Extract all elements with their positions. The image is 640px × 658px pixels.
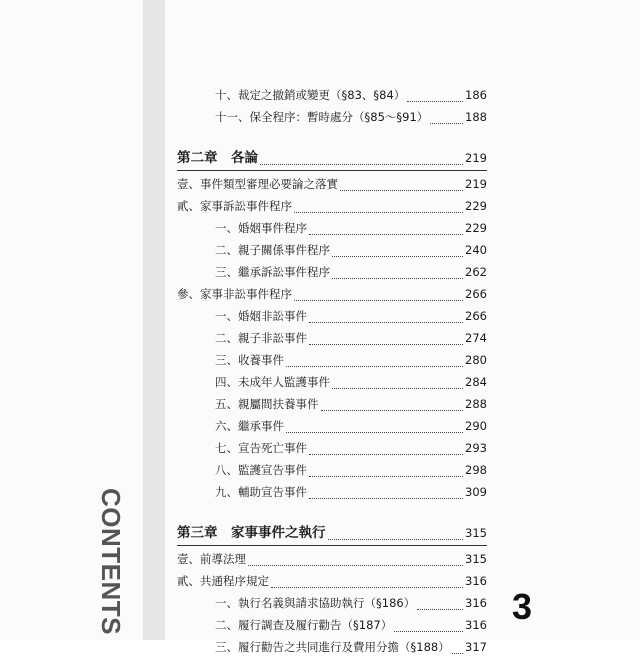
toc-entry-title: 二、親子關係事件程序: [215, 243, 330, 257]
toc-entry: [177, 614, 487, 636]
dot-leader: [309, 490, 463, 499]
toc-entry-title: 貳、家事訴訟事件程序: [177, 199, 292, 213]
toc-entry-title: 六、繼承事件: [215, 419, 284, 433]
toc-entry: [177, 305, 487, 327]
toc-entry-page: 309: [465, 485, 487, 499]
dot-leader: [309, 446, 463, 455]
toc-entry-title: 參、家事非訟事件程序: [177, 287, 292, 301]
dot-leader: [309, 226, 463, 235]
toc-entry-title: 三、履行勸告之共同進行及費用分擔（§188）: [215, 640, 450, 654]
toc-entry: [177, 239, 487, 261]
dot-leader: [260, 156, 463, 165]
toc-entry: [177, 195, 487, 217]
toc-entry-title: 一、婚姻非訟事件: [215, 309, 307, 323]
toc-entry: [177, 570, 487, 592]
toc-entry-page: 219: [465, 151, 487, 165]
toc-entry-page: 298: [465, 463, 487, 477]
toc-entry-page: 186: [465, 88, 487, 102]
toc-entry-page: 274: [465, 331, 487, 345]
toc-entry-page: 317: [465, 640, 487, 654]
toc-entry-title: 三、繼承訴訟事件程序: [215, 265, 330, 279]
section-gap: [177, 128, 487, 136]
dot-leader: [340, 182, 463, 191]
toc-entry-page: 266: [465, 309, 487, 323]
toc-entry: [177, 371, 487, 393]
toc-entry-page: 288: [465, 397, 487, 411]
toc-entry-title: 壹、前導法理: [177, 552, 246, 566]
toc-entry-title: 二、親子非訟事件: [215, 331, 307, 345]
dot-leader: [417, 601, 463, 610]
toc-entry-page: 229: [465, 199, 487, 213]
toc-entry-page: 316: [465, 596, 487, 610]
toc-entry-page: 315: [465, 526, 487, 540]
dot-leader: [286, 424, 463, 433]
toc-entry-page: 290: [465, 419, 487, 433]
dot-leader: [286, 358, 463, 367]
toc-entry-page: 188: [465, 110, 487, 124]
dot-leader: [248, 557, 463, 566]
dot-leader: [271, 579, 463, 588]
toc-chapter: [177, 146, 487, 171]
toc-entry: [177, 327, 487, 349]
toc-entry-page: 316: [465, 618, 487, 632]
margin-band: [143, 0, 165, 640]
toc-entry-title: 十、裁定之撤銷或變更（§83、§84）: [215, 88, 406, 102]
dot-leader: [407, 93, 463, 102]
toc-entry-page: 316: [465, 574, 487, 588]
toc-entry-title: 二、履行調查及履行勸告（§187）: [215, 618, 393, 632]
toc-entry: [177, 459, 487, 481]
toc-entry-title: 七、宣告死亡事件: [215, 441, 307, 455]
dot-leader: [332, 380, 463, 389]
side-label: [96, 488, 136, 635]
toc-entry-page: 219: [465, 177, 487, 191]
section-gap: [177, 503, 487, 511]
toc-entry-title: 十一、保全程序：暫時處分（§85～§91）: [215, 110, 429, 124]
toc-entry: [177, 217, 487, 239]
dot-leader: [321, 402, 464, 411]
toc-entry-page: 293: [465, 441, 487, 455]
toc-entry-page: 240: [465, 243, 487, 257]
toc-entry: [177, 393, 487, 415]
dot-leader: [394, 623, 463, 632]
toc-chapter: [177, 521, 487, 546]
toc-entry: [177, 415, 487, 437]
toc-entry-page: 229: [465, 221, 487, 235]
dot-leader: [332, 270, 463, 279]
toc-entry-page: 315: [465, 552, 487, 566]
toc-entry-title: 九、輔助宣告事件: [215, 485, 307, 499]
toc-entry: [177, 636, 487, 658]
toc-entry-title: 四、未成年人監護事件: [215, 375, 330, 389]
toc-entry-page: 284: [465, 375, 487, 389]
dot-leader: [332, 248, 463, 257]
toc-entry: [177, 548, 487, 570]
dot-leader: [452, 645, 463, 654]
toc-entry-title: 一、執行名義與請求協助執行（§186）: [215, 596, 416, 610]
dot-leader: [294, 292, 463, 301]
toc-entry: [177, 481, 487, 503]
toc-entry: [177, 283, 487, 305]
toc-entry-page: 262: [465, 265, 487, 279]
side-label-text: CONTENTS: [96, 488, 126, 635]
toc-entry-title: 五、親屬間扶養事件: [215, 397, 319, 411]
toc-entry: [177, 261, 487, 283]
toc-entry: [177, 349, 487, 371]
toc-entry-page: 266: [465, 287, 487, 301]
dot-leader: [309, 468, 463, 477]
dot-leader: [328, 531, 464, 540]
toc-entry-title: 壹、事件類型審理必要論之落實: [177, 177, 338, 191]
toc-entry-title: 第二章 各論: [177, 150, 258, 166]
toc-entry: [177, 106, 487, 128]
toc-entry: [177, 437, 487, 459]
dot-leader: [309, 336, 463, 345]
toc-entry: [177, 84, 487, 106]
toc-entry-page: 280: [465, 353, 487, 367]
page-number: 3: [512, 586, 533, 627]
toc-entry-title: 第三章 家事事件之執行: [177, 525, 326, 541]
dot-leader: [309, 314, 463, 323]
dot-leader: [430, 115, 463, 124]
toc-entry-title: 一、婚姻事件程序: [215, 221, 307, 235]
toc-entry-title: 三、收養事件: [215, 353, 284, 367]
dot-leader: [294, 204, 463, 213]
toc-entry: [177, 592, 487, 614]
toc-entry-title: 八、監護宣告事件: [215, 463, 307, 477]
toc-entry: [177, 173, 487, 195]
table-of-contents: [177, 84, 487, 658]
toc-entry-title: 貳、共通程序規定: [177, 574, 269, 588]
